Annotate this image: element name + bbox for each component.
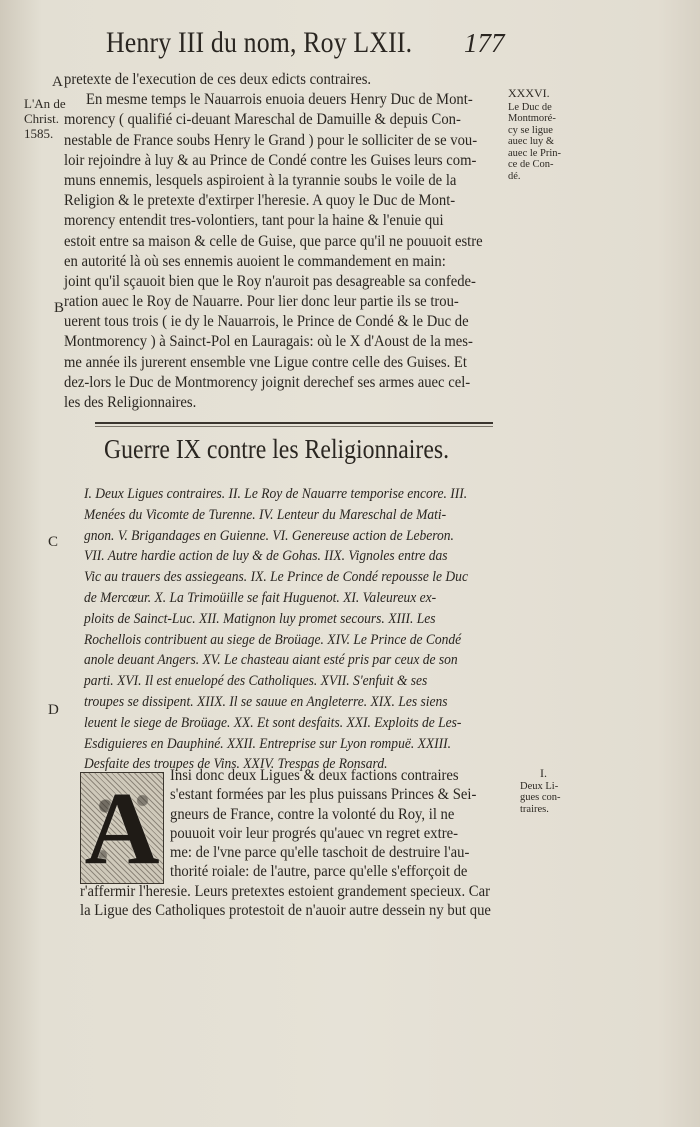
text-line <box>64 332 512 352</box>
summary-line <box>84 692 514 713</box>
margin-note-line: gues con- <box>520 792 561 803</box>
summary-line-content: troupes se dissipent. XIIX. Il se sauue en Angleterre. XIX. Les siens <box>84 693 448 710</box>
margin-letter-b: B <box>54 300 65 316</box>
text-line <box>64 171 512 191</box>
text-line-content: morency entendit tres-volontiers, tant pour la haine & l'enuie qui <box>64 212 444 230</box>
summary-line-content: Esdiguieres en Dauphiné. XXII. Entreprise sur Lyon rompuë. XXIII. <box>84 735 452 752</box>
summary-line-content: Menées du Vicomte de Turenne. IV. Lenteur du Mareschal de Mati- <box>84 506 447 523</box>
text-line <box>80 785 520 804</box>
summary-line-content: leuent le siege de Broüage. XX. Et sont desfaits. XXI. Exploits de Les- <box>84 714 462 731</box>
summary-line <box>84 609 514 630</box>
margin-note-line: Montmoré- <box>508 113 556 124</box>
section-rule-thin <box>95 426 493 427</box>
margin-note-line: dé. <box>508 170 521 182</box>
text-line-content: gneurs de France, contre la volonté du Roy, il ne <box>170 805 455 823</box>
margin-note-line: auec le Prin- <box>508 147 562 159</box>
summary-line-content: Vic au trauers des assiegeans. IX. Le Prince de Condé repousse le Duc <box>84 569 468 586</box>
text-line <box>64 272 512 292</box>
text-line-content: En mesme temps le Nauarrois enuoia deuers Henry Duc de Mont- <box>86 91 473 109</box>
text-line <box>64 131 512 151</box>
margin-note-line: Deux Li- <box>520 780 559 792</box>
text-line-content: la Ligue des Catholiques protestoit de n'auoir autre dessein ny but que <box>80 902 491 920</box>
text-line <box>64 211 512 231</box>
margin-note-line: I. <box>540 766 547 780</box>
margin-note-line: ce de Con- <box>508 159 554 170</box>
text-line-content: en autorité là où ses ennemis auoient le commandement en main: <box>64 252 446 270</box>
main-paragraph <box>64 70 512 413</box>
text-line-content: loir rejoindre à luy & au Prince de Condé contre les Guises leurs com- <box>64 151 477 169</box>
summary-line-content: I. Deux Ligues contraires. II. Le Roy de Nauarre temporise encore. III. <box>84 486 468 502</box>
text-line <box>80 805 520 824</box>
margin-note-line: Le Duc de <box>508 101 552 113</box>
text-line <box>64 232 512 252</box>
summary-line <box>84 526 514 547</box>
margin-note-line: cy se ligue <box>508 124 553 136</box>
margin-note-line: traires. <box>520 803 549 815</box>
text-line-content: Insi donc deux Ligues & deux factions contraires <box>170 767 459 784</box>
summary-line <box>84 567 514 588</box>
summary-line <box>84 484 514 505</box>
text-line-content: me année ils jurerent ensemble vne Ligue contre celle des Guises. Et <box>64 353 467 371</box>
page-number: 177 <box>464 28 505 58</box>
margin-note-1 <box>520 768 561 815</box>
text-line <box>64 292 512 312</box>
summary-line <box>84 671 514 692</box>
text-line-content: s'estant formées par les plus puissans Princes & Sei- <box>170 786 477 804</box>
margin-note-line: XXXVI. <box>508 86 550 100</box>
running-title: Henry III du nom, Roy LXII. <box>106 26 413 59</box>
summary-line-content: de Mercœur. X. La Trimoüille se fait Huguenot. XI. Valeureux ex- <box>84 589 437 606</box>
summary-line <box>84 630 514 651</box>
margin-letter-d: D <box>48 702 59 718</box>
opening-paragraph <box>80 766 520 920</box>
summary-line <box>84 588 514 609</box>
text-line-content: uerent tous trois ( ie dy le Nauarrois, le Prince de Condé & le Duc de <box>64 313 469 331</box>
margin-note-line: auec luy & <box>508 136 555 147</box>
text-line-content: morency ( qualifié ci-deuant Mareschal de Damuille & depuis Con- <box>64 111 461 129</box>
margin-year-line: 1585. <box>24 126 54 141</box>
page-header <box>0 26 700 66</box>
summary-line-content: ploits de Sainct-Luc. XII. Matignon luy promet secours. XIII. Les <box>84 610 436 627</box>
text-line-content: pouuoit voir leur progrés qu'auec vn regret extre- <box>170 824 458 842</box>
text-line <box>80 862 520 881</box>
text-line <box>64 110 512 130</box>
summary-line-content: gnon. V. Brigandages en Guienne. VI. Genereuse action de Leberon. <box>84 527 454 544</box>
text-line-content: r'affermir l'heresie. Leurs pretextes estoient grandement specieux. Car <box>80 882 490 900</box>
text-line-content: nestable de France soubs Henry le Grand ) pour le solliciter de se vou- <box>64 131 478 149</box>
section-heading: Guerre IX contre les Religionnaires. <box>104 434 450 464</box>
text-line <box>64 312 512 332</box>
text-line <box>64 373 512 393</box>
summary-line-content: anole deuant Angers. XV. Le chasteau aiant esté pris par ceux de son <box>84 652 458 669</box>
summary-line-content: Rochellois contribuent au siege de Broüage. XIV. Le Prince de Condé <box>84 631 462 648</box>
text-line <box>80 824 520 843</box>
text-line-content: estoit entre sa maison & celle de Guise, que parce qu'il ne pouuoit estre <box>64 232 483 250</box>
text-line <box>80 882 520 901</box>
text-line-content: muns ennemis, lesquels aspiroient à la tyrannie soubs le voile de la <box>64 171 457 189</box>
summary-line <box>84 650 514 671</box>
text-line-content: Montmorency ) à Sainct-Pol en Lauragais: où le X d'Aoust de la mes- <box>64 333 473 351</box>
summary-line-content: VII. Autre hardie action de luy & de Gohas. IIX. Vignoles entre das <box>84 548 448 565</box>
text-line <box>64 353 512 373</box>
decorated-initial-letter: A <box>84 771 160 886</box>
margin-year-line: L'An de <box>24 96 66 111</box>
summary-line <box>84 505 514 526</box>
section-rule <box>95 422 493 424</box>
summary-line <box>84 713 514 734</box>
text-line-content: me: de l'vne parce qu'elle taschoit de destruire l'au- <box>170 844 470 862</box>
text-line <box>64 151 512 171</box>
summary-line-content: Desfaite des troupes de Vins. XXIV. Trespas de Ronsard. <box>84 756 388 773</box>
text-line <box>64 393 512 413</box>
text-line <box>64 90 512 110</box>
text-line <box>80 843 520 862</box>
text-line-content: ration auec le Roy de Nauarre. Pour lier donc leur partie ils se trou- <box>64 293 459 311</box>
text-line <box>80 901 520 920</box>
text-line <box>64 70 512 90</box>
text-line-content: joint qu'il sçauoit bien que le Roy n'auroit pas desagreable sa confede- <box>64 272 476 290</box>
margin-letter-c: C <box>48 534 59 550</box>
text-line-content: pretexte de l'execution de ces deux edicts contraires. <box>64 71 372 88</box>
summary-line-content: parti. XVI. Il est enuelopé des Catholiques. XVII. S'enfuit & ses <box>84 673 428 690</box>
margin-year-note <box>24 96 66 141</box>
text-line <box>64 191 512 211</box>
text-line-content: les des Religionnaires. <box>64 394 197 411</box>
text-line <box>64 252 512 272</box>
text-line-content: thorité roiale: de l'autre, parce qu'elle s'efforçoit de <box>170 863 468 881</box>
text-line-content: Religion & le pretexte d'extirper l'heresie. A quoy le Duc de Mont- <box>64 192 456 210</box>
margin-letter-a: A <box>52 74 63 90</box>
text-line-content: dez-lors le Duc de Montmorency joignit derechef ses armes auec cel- <box>64 373 471 391</box>
margin-note-36 <box>508 88 561 182</box>
summary-line <box>84 734 514 755</box>
margin-year-line: Christ. <box>24 111 60 126</box>
summary-line <box>84 546 514 567</box>
text-line <box>80 766 520 785</box>
chapter-summary <box>84 484 514 775</box>
